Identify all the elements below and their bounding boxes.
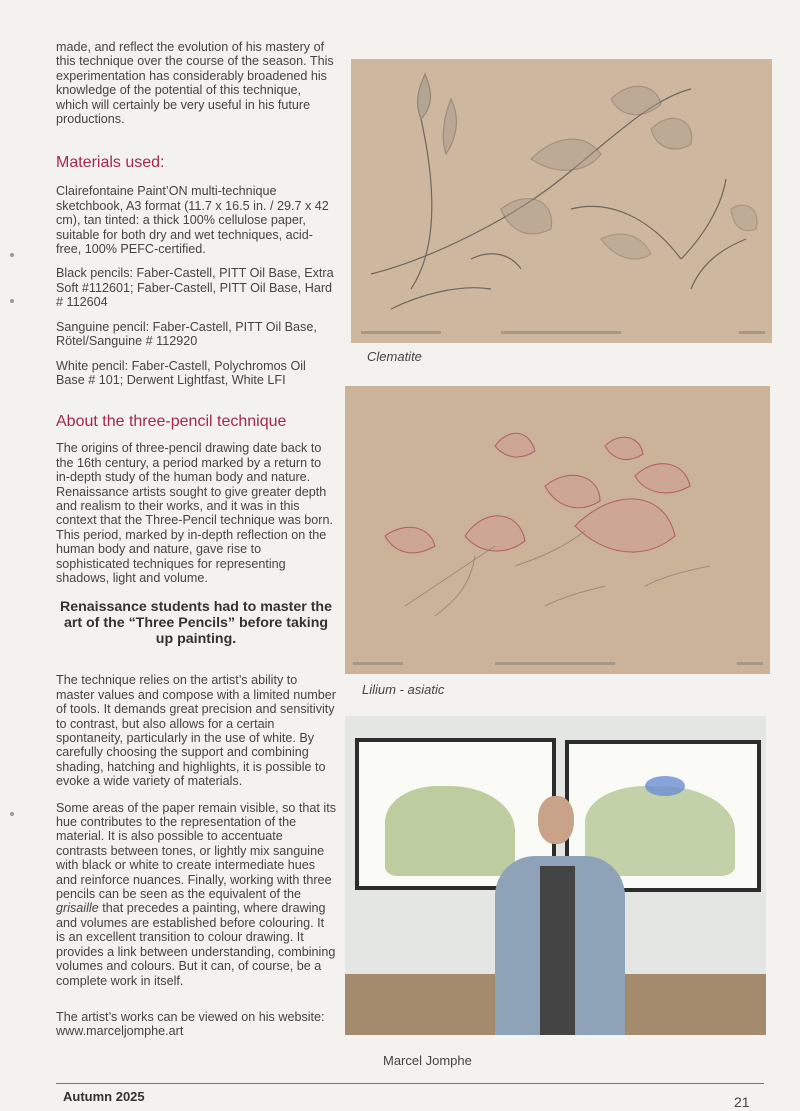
pull-quote: Renaissance students had to master the art of the “Three Pencils” before taking up painting. [59, 599, 332, 648]
artist-head [538, 796, 574, 844]
materials-item-black-pencils: Black pencils: Faber-Castell, PITT Oil Base, Extra Soft #112601; Faber-Castell, PITT Oil Base, Hard # 112604 [56, 266, 334, 310]
photo-caption: Marcel Jomphe [383, 1053, 472, 1068]
technique-paper-text-start: Some areas of the paper remain visible, so that its hue contributes to the representation of the material. It is also possible to accentuate contrasts between tones, or lightly mix sanguine with black or white to create intermediate hues and reinforce nuances. Finally, working with three pencils can be seen as the equivalent of the [56, 800, 337, 902]
scan-edge-mark [10, 253, 14, 257]
clematite-plate-label-center [501, 331, 621, 334]
issue-label: Autumn 2025 [63, 1089, 145, 1104]
footer-rule [56, 1083, 764, 1084]
scan-edge-mark [10, 299, 14, 303]
clematite-illustration [351, 59, 772, 343]
technique-paper-paragraph [56, 801, 336, 988]
technique-heading: About the three-pencil technique [56, 413, 287, 431]
clematite-plate-label-left [361, 331, 441, 334]
left-column [56, 40, 336, 1049]
intro-paragraph: made, and reflect the evolution of his mastery of this technique over the course of the season. This experimentation has considerably broadened his knowledge of the potential of this technique, which will certainly be very useful in his future productions. [56, 40, 334, 127]
technique-values-paragraph: The technique relies on the artist’s ability to master values and compose with a limited number of tools. It demands great precision and sensitivity to contrast, but also allows for a certain spontaneity, particularly in the use of white. By carefully choosing the support and combining shading, hatching and highlights, it is possible to evoke a wide variety of materials. [56, 673, 336, 789]
materials-item-white-pencil: White pencil: Faber-Castell, Polychromos Oil Base # 101; Derwent Lightfast, White LFI [56, 358, 306, 387]
lilium-drawing [345, 386, 770, 674]
materials-heading: Materials used: [56, 154, 165, 172]
scan-edge-mark [10, 812, 14, 816]
artist-photo [345, 716, 766, 1035]
grisaille-term: grisaille [56, 901, 99, 916]
clematite-caption: Clematite [367, 349, 422, 364]
technique-paper-text-end: that precedes a painting, where drawing and volumes are established before colouring. It is an excellent transition to colour drawing. It provides a link between understanding, combining volumes and colours. But it can, of course, be a complete work in itself. [56, 901, 336, 988]
lilium-caption: Lilium - asiatic [362, 682, 445, 697]
materials-item-sanguine-pencil: Sanguine pencil: Faber-Castell, PITT Oil Base, Rötel/Sanguine # 112920 [56, 319, 317, 349]
lilium-illustration [345, 386, 770, 674]
website-note: The artist’s works can be viewed on his website: www.marceljomphe.art [56, 1009, 325, 1039]
clematite-plate-label-right [739, 331, 765, 334]
lilium-plate-label-center [495, 662, 615, 665]
page-number: 21 [734, 1094, 750, 1110]
artist-shirt-inner [540, 866, 575, 1035]
artwork-plants-left [385, 786, 515, 876]
clematite-drawing [351, 59, 772, 343]
technique-history-paragraph: The origins of three-pencil drawing date back to the 16th century, a period marked by a return to in-depth study of the human body and nature. Renaissance artists sought to give greater depth and realism to their works, and it was in this context that the Three-Pencil technique was born. This period, marked by in-depth reflection on the human body and nature, gave rise to sophisticated techniques for representing shadows, light and volume. [56, 441, 333, 585]
lilium-plate-label-right [737, 662, 763, 665]
lilium-plate-label-left [353, 662, 403, 665]
artwork-blue-flowers [645, 776, 685, 796]
materials-item-sketchbook: Clairefontaine Paint’ON multi-technique sketchbook, A3 format (11.7 x 16.5 in. / 29.7 x 42 cm), tan tinted: a thick 100% cellulose paper, suitable for both dry and wet techniques, acid-free, 100% PEFC-certified. [56, 184, 329, 257]
